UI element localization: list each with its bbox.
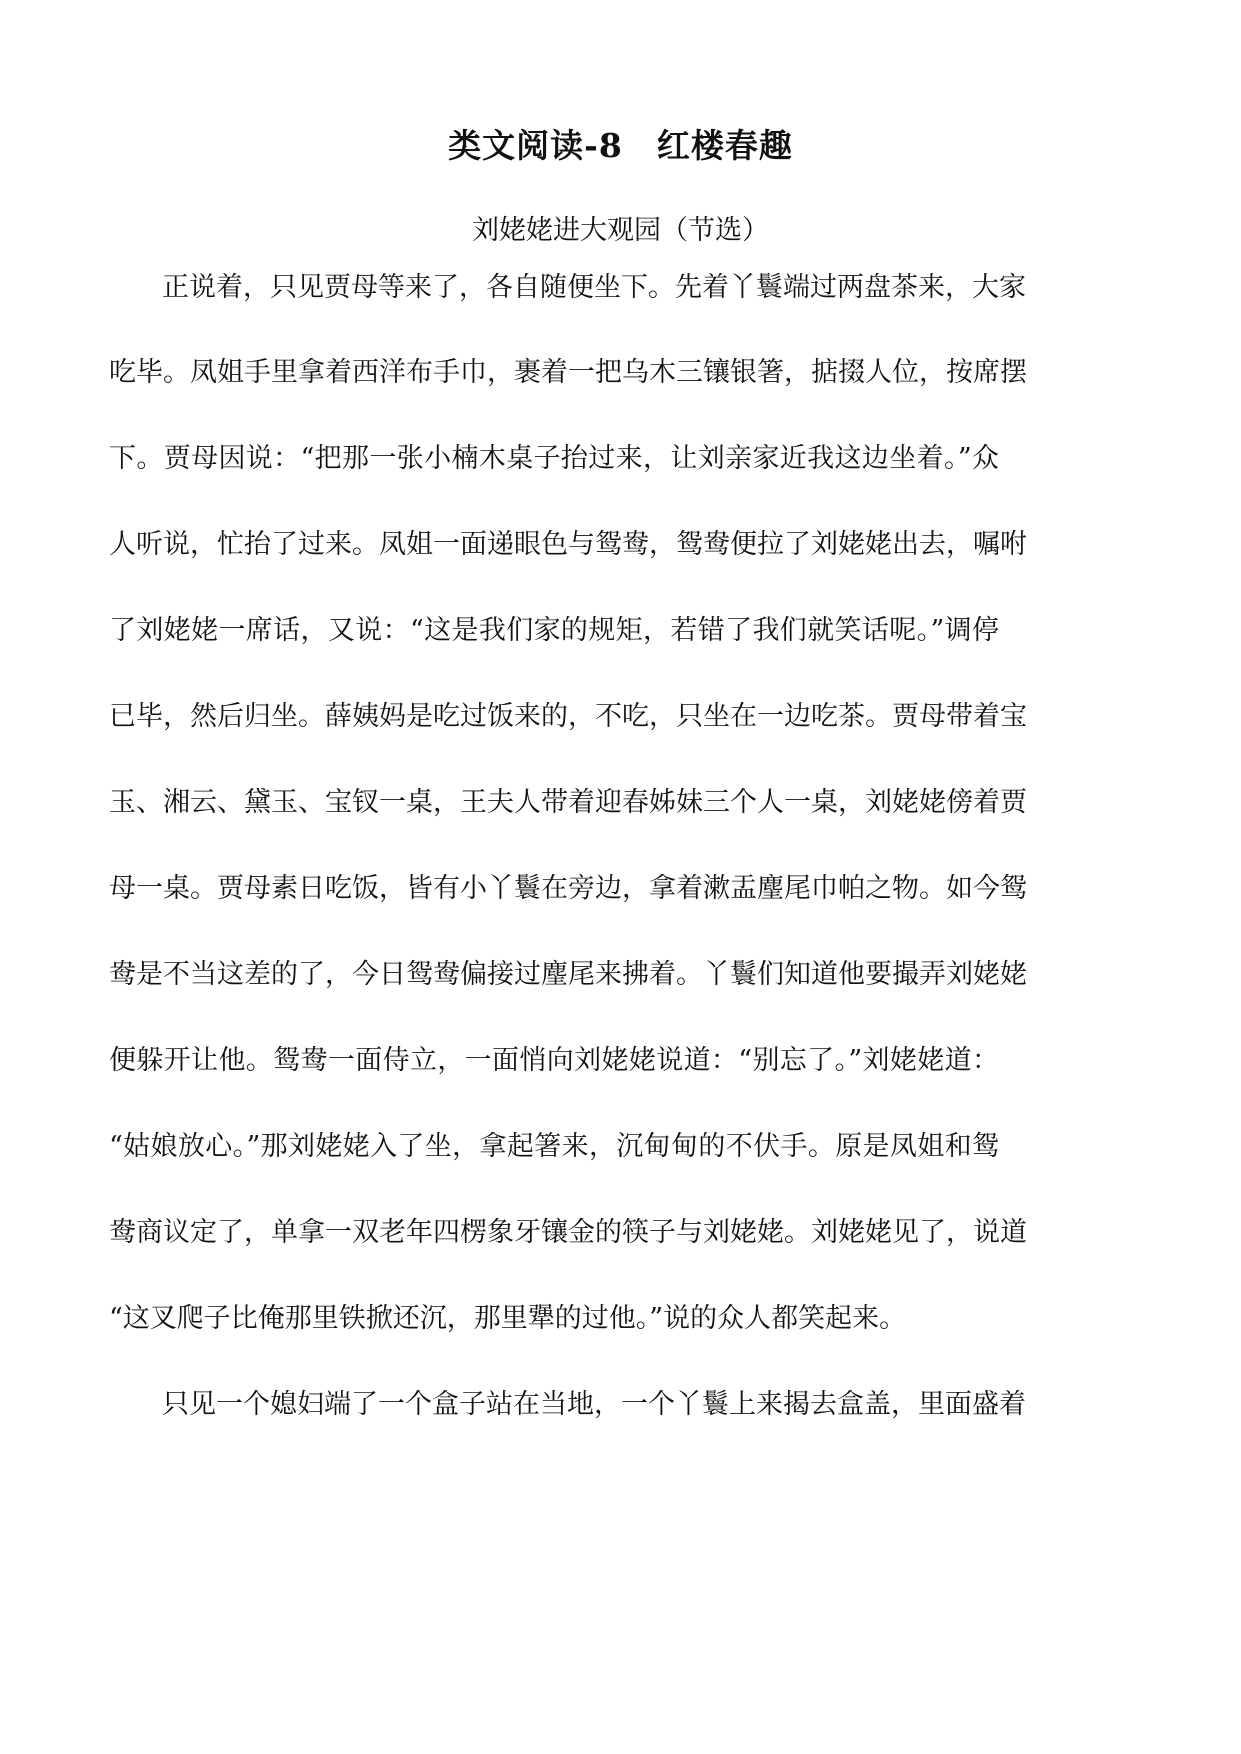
paragraph-line: 了刘姥姥一席话，又说：“这是我们家的规矩，若错了我们就笑话呢。”调停 — [109, 615, 999, 646]
paragraph-line: 人听说，忙抬了过来。凤姐一面递眼色与鸳鸯，鸳鸯便拉了刘姥姥出去，嘱咐 — [109, 529, 1027, 560]
paragraph-line: 只见一个媳妇端了一个盒子站在当地，一个丫鬟上来揭去盒盖，里面盛着 — [162, 1389, 1026, 1420]
document-subtitle: 刘姥姥进大观园（节选） — [472, 215, 769, 246]
paragraph-line: “姑娘放心。”那刘姥姥入了坐，拿起箸来，沉甸甸的不伏手。原是凤姐和鸳 — [109, 1131, 999, 1162]
paragraph-line: 玉、湘云、黛玉、宝钗一桌，王夫人带着迎春姊妹三个人一桌，刘姥姥傍着贾 — [109, 787, 1027, 818]
paragraph-line: 母一桌。贾母素日吃饭，皆有小丫鬟在旁边，拿着漱盂麈尾巾帕之物。如今鸳 — [109, 873, 1027, 904]
paragraph-line: “这叉爬子比俺那里铁掀还沉，那里犟的过他。”说的众人都笑起来。 — [109, 1303, 907, 1334]
paragraph-line: 已毕，然后归坐。薛姨妈是吃过饭来的，不吃，只坐在一边吃茶。贾母带着宝 — [109, 701, 1027, 732]
paragraph-line: 正说着，只见贾母等来了，各自随便坐下。先着丫鬟端过两盘茶来，大家 — [162, 272, 1026, 303]
document-title: 类文阅读-8 红楼春趣 — [448, 126, 793, 165]
paragraph-line: 下。贾母因说：“把那一张小楠木桌子抬过来，让刘亲家近我这边坐着。”众 — [109, 443, 999, 474]
paragraph-line: 鸯商议定了，单拿一双老年四楞象牙镶金的筷子与刘姥姥。刘姥姥见了，说道 — [109, 1217, 1027, 1248]
paragraph-line: 吃毕。凤姐手里拿着西洋布手巾，裹着一把乌木三镶银箸，掂掇人位，按席摆 — [109, 357, 1027, 388]
paragraph-line: 鸯是不当这差的了，今日鸳鸯偏接过麈尾来拂着。丫鬟们知道他要撮弄刘姥姥 — [109, 959, 1027, 990]
paragraph-line: 便躲开让他。鸳鸯一面侍立，一面悄向刘姥姥说道：“别忘了。”刘姥姥道： — [109, 1045, 999, 1076]
